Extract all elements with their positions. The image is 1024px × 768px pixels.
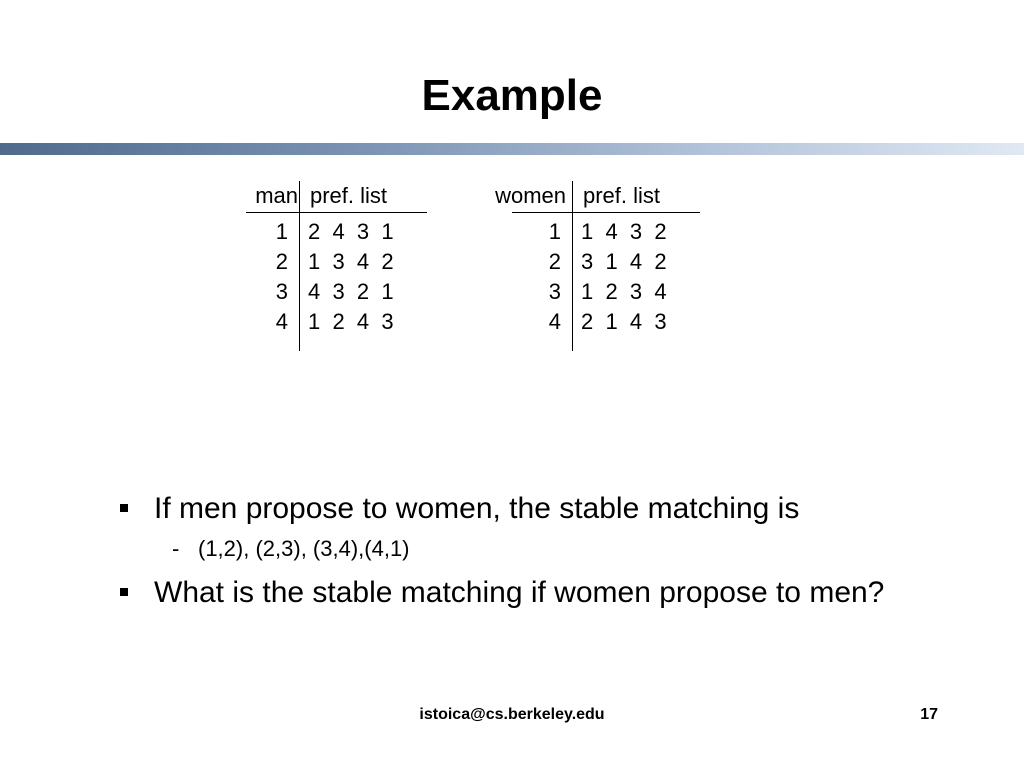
women-row-3-prefs: 1 2 3 4 bbox=[581, 279, 667, 304]
sub-bullet-item bbox=[120, 534, 940, 564]
bullet-list bbox=[120, 490, 940, 612]
men-row-1-id: 1 bbox=[275, 219, 288, 244]
men-table-vertical-rule bbox=[299, 181, 300, 351]
men-table-header-rule bbox=[246, 212, 427, 213]
women-row-3-id: 3 bbox=[548, 279, 561, 304]
bullet-item-1 bbox=[120, 490, 940, 528]
women-row-1-id: 1 bbox=[548, 219, 561, 244]
men-row-1-prefs: 2 4 3 1 bbox=[308, 219, 394, 244]
women-table-header-rule bbox=[512, 212, 700, 213]
men-row-2-id: 2 bbox=[275, 249, 288, 274]
women-table-list-header: pref. list bbox=[583, 183, 661, 208]
square-bullet-icon bbox=[120, 504, 128, 512]
dash-bullet-icon: - bbox=[172, 536, 180, 561]
men-row-2-prefs: 1 3 4 2 bbox=[308, 249, 394, 274]
bullet-2-text: What is the stable matching if women propose to men? bbox=[154, 576, 885, 609]
bullet-item-2 bbox=[120, 574, 940, 612]
men-row-3-id: 3 bbox=[275, 279, 288, 304]
women-row-2-id: 2 bbox=[548, 249, 561, 274]
women-preference-table bbox=[480, 181, 700, 351]
men-row-3-prefs: 4 3 2 1 bbox=[308, 279, 394, 304]
men-table-key-header: man bbox=[255, 183, 298, 208]
women-row-4-id: 4 bbox=[548, 309, 561, 334]
men-table-list-header: pref. list bbox=[310, 183, 388, 208]
bullet-1-text: If men propose to women, the stable matching is bbox=[154, 492, 800, 525]
sub-bullet-text: (1,2), (2,3), (3,4),(4,1) bbox=[198, 536, 410, 561]
women-table-key-header: women bbox=[495, 183, 566, 208]
women-row-1-prefs: 1 4 3 2 bbox=[581, 219, 667, 244]
page-number: 17 bbox=[920, 706, 938, 723]
title-divider bbox=[0, 143, 1024, 155]
square-bullet-icon bbox=[120, 588, 128, 596]
men-row-4-id: 4 bbox=[275, 309, 288, 334]
women-row-2-prefs: 3 1 4 2 bbox=[581, 249, 667, 274]
women-table-vertical-rule bbox=[572, 181, 573, 351]
women-row-4-prefs: 2 1 4 3 bbox=[581, 309, 667, 334]
men-preference-table bbox=[236, 181, 431, 351]
slide-title: Example bbox=[421, 71, 603, 120]
men-row-4-prefs: 1 2 4 3 bbox=[308, 309, 394, 334]
footer-email: istoica@cs.berkeley.edu bbox=[419, 706, 605, 723]
